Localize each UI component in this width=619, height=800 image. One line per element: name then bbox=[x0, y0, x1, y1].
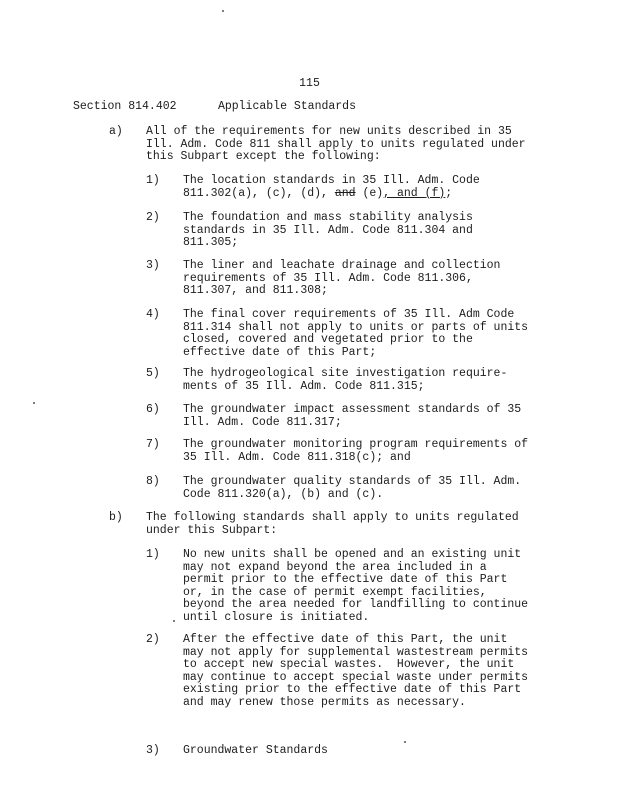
item-a3-label: 3) bbox=[146, 259, 160, 272]
scan-speck bbox=[404, 741, 406, 743]
subsection-b-label: b) bbox=[109, 511, 123, 524]
item-a6-label: 6) bbox=[146, 403, 160, 416]
item-a4-label: 4) bbox=[146, 308, 160, 321]
item-a5-label: 5) bbox=[146, 367, 160, 380]
subsection-a-intro: All of the requirements for new units described in 35 Ill. Adm. Code 811 shall apply to units regulated under this Subpart except the following: bbox=[146, 125, 526, 164]
item-a8-text: The groundwater quality standards of 35 Ill. Adm. Code 811.320(a), (b) and (c). bbox=[183, 475, 522, 501]
deleted-text: and bbox=[334, 186, 356, 200]
item-b3-text: Groundwater Standards bbox=[183, 744, 328, 757]
item-a6-text: The groundwater impact assessment standards of 35 Ill. Adm. Code 811.317; bbox=[183, 403, 522, 429]
item-a4-text: The final cover requirements of 35 Ill. Adm Code 811.314 shall not apply to units or parts of units closed, covered and vegetated prior to the effective date of this Part; bbox=[183, 308, 529, 359]
inserted-text: , and bbox=[383, 186, 425, 200]
section-heading bbox=[73, 101, 356, 114]
scan-speck bbox=[33, 402, 35, 404]
item-a1-label: 1) bbox=[146, 174, 160, 187]
subsection-a-label: a) bbox=[109, 125, 123, 138]
item-a8-label: 8) bbox=[146, 475, 160, 488]
item-a1-text: The location standards in 35 Ill. Adm. Code 811.302(a), (c), (d), and (e), and (f); bbox=[183, 174, 480, 200]
item-a2-text: The foundation and mass stability analysis standards in 35 Ill. Adm. Code 811.304 and 811.305; bbox=[183, 211, 473, 250]
item-a2-label: 2) bbox=[146, 211, 160, 224]
item-b1-label: 1) bbox=[146, 548, 160, 561]
item-a3-text: The liner and leachate drainage and collection requirements of 35 Ill. Adm. Code 811.306, 811.307, and 811.308; bbox=[183, 259, 501, 298]
item-a7-text: The groundwater monitoring program requirements of 35 Ill. Adm. Code 811.318(c); and bbox=[183, 438, 529, 464]
section-number: Section 814.402 bbox=[73, 100, 177, 113]
item-b3-label: 3) bbox=[146, 744, 160, 757]
inserted-text: (f) bbox=[424, 186, 446, 200]
section-title: Applicable Standards bbox=[217, 100, 356, 113]
item-b1-text: No new units shall be opened and an existing unit may not expand beyond the area included in a permit prior to the effective date of this Part or, in the case of permit exempt facilities, beyond the area needed for landfilling to continue until closure is initiated. bbox=[183, 548, 529, 624]
item-b2-label: 2) bbox=[146, 633, 160, 646]
scan-speck bbox=[173, 620, 175, 622]
subsection-b-intro: The following standards shall apply to units regulated under this Subpart: bbox=[146, 511, 519, 537]
page-number: 115 bbox=[299, 77, 320, 90]
item-b2-text: After the effective date of this Part, the unit may not apply for supplemental wastestream permits to accept new special wastes. However, the unit may continue to accept special waste under permits existing prior to the effective date of this Part and may renew those permits as necessary. bbox=[183, 633, 529, 709]
item-a7-label: 7) bbox=[146, 438, 160, 451]
item-a5-text: The hydrogeological site investigation require- ments of 35 Ill. Adm. Code 811.315; bbox=[183, 367, 508, 393]
scan-speck bbox=[222, 10, 224, 12]
